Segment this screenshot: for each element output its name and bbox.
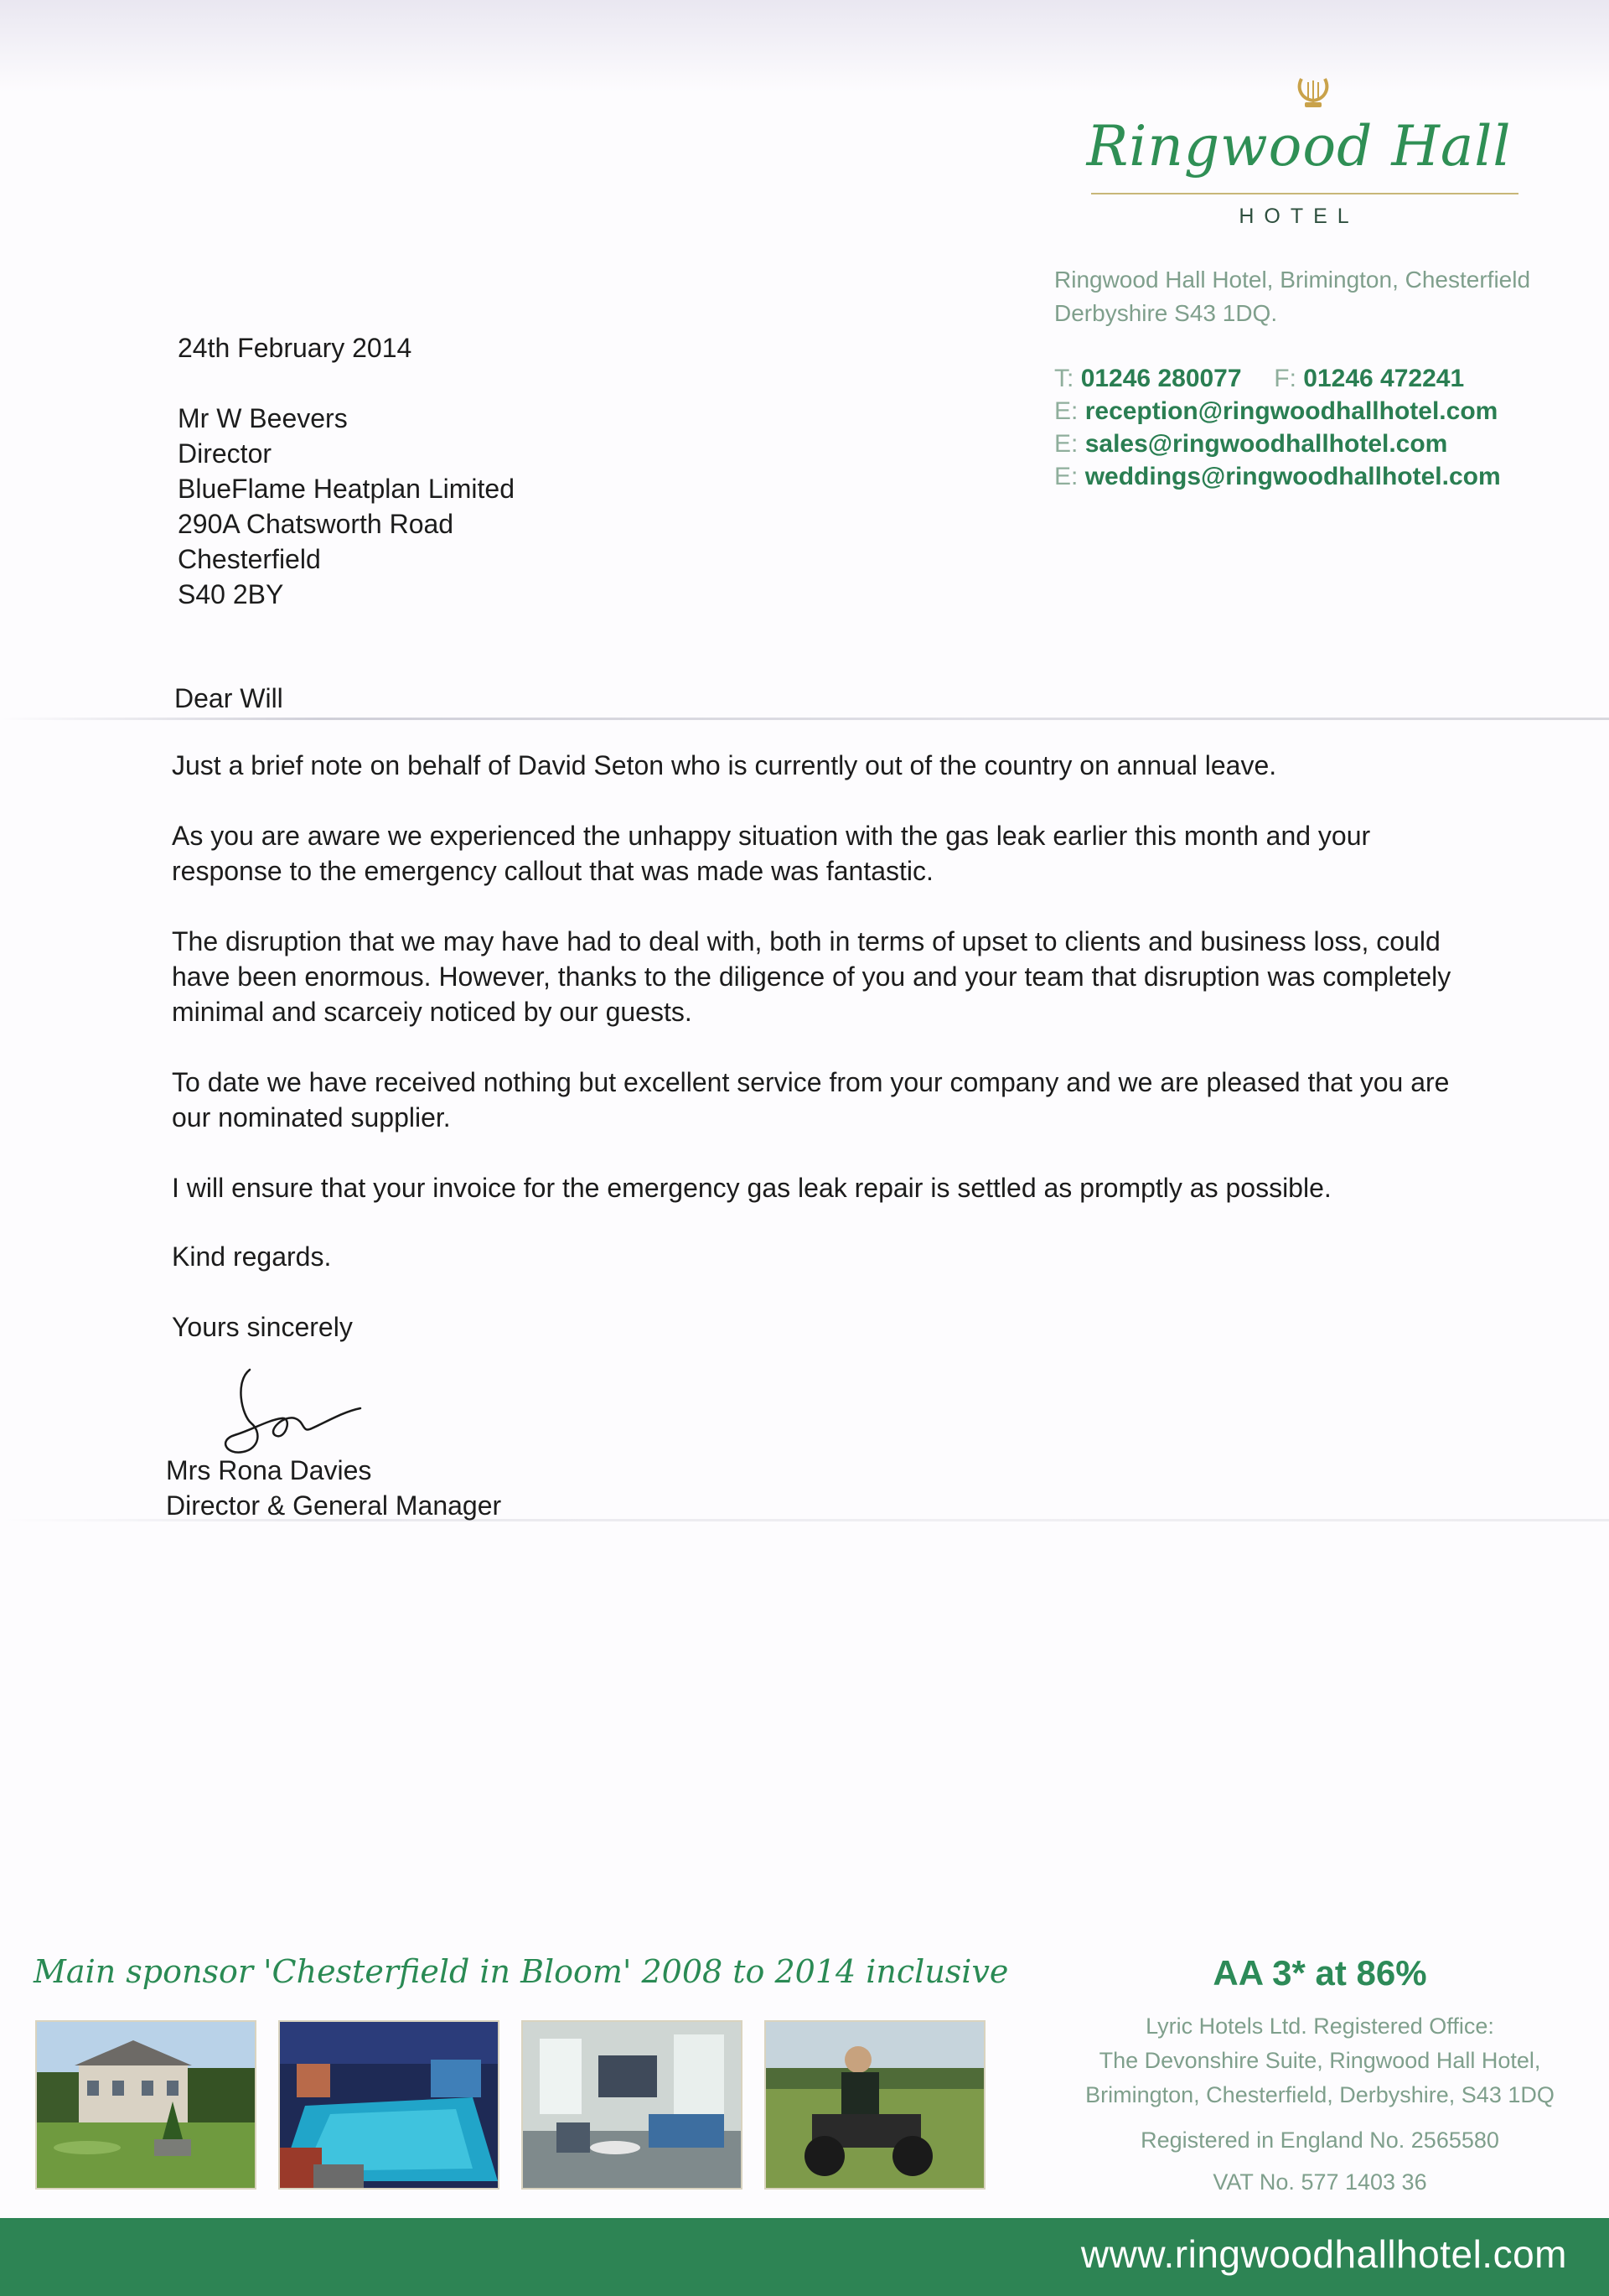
aa-rating: AA 3* at 86%: [1213, 1953, 1427, 1993]
recipient-line: Director: [178, 438, 272, 469]
email-label: E:: [1054, 430, 1079, 458]
registered-office-line: The Devonshire Suite, Ringwood Hall Hotel,: [1099, 2048, 1541, 2073]
lyre-icon: [1295, 74, 1332, 111]
vat-number: VAT No. 577 1403 36: [1213, 2169, 1427, 2195]
recipient-line: S40 2BY: [178, 579, 284, 609]
brand-name: Ringwood Hall: [1086, 114, 1512, 179]
signatory-name: Mrs Rona Davies: [166, 1455, 372, 1485]
registered-office-line: Brimington, Chesterfield, Derbyshire, S43 1DQ: [1085, 2082, 1555, 2107]
body-paragraph: As you are aware we experienced the unhappy situation with the gas leak earlier this month and your response to the emergency callout that was made was fantastic.: [172, 821, 1371, 886]
footer-bar: [0, 2218, 1609, 2296]
letter-body: [172, 748, 1462, 1241]
brand-subtitle: HOTEL: [1239, 205, 1359, 228]
email-row: [1054, 460, 1501, 493]
email-label: E:: [1054, 463, 1079, 490]
recipient-line: BlueFlame Heatplan Limited: [178, 474, 515, 504]
phone-label: T:: [1054, 365, 1074, 392]
email-sales-link[interactable]: sales@ringwoodhallhotel.com: [1084, 430, 1448, 458]
lounge-interior-photo: [521, 2020, 742, 2190]
fax-number: 01246 472241: [1303, 365, 1465, 392]
body-paragraph: I will ensure that your invoice for the emergency gas leak repair is settled as promptly as possible.: [172, 1173, 1332, 1203]
body-paragraph: The disruption that we may have had to deal with, both in terms of upset to clients and business loss, could have been enormous. However, thanks to the diligence of you and your team that disruption was completely minimal and scarceiy noticed by our guests.: [172, 926, 1451, 1027]
email-reception-link[interactable]: reception@ringwoodhallhotel.com: [1084, 397, 1498, 425]
signatory-block: [166, 1453, 501, 1523]
regards-text: Kind regards.: [172, 1241, 332, 1272]
hotel-address: [1054, 263, 1530, 330]
phone-fax-row: [1054, 362, 1501, 395]
registered-office-line: Lyric Hotels Ltd. Registered Office:: [1146, 2014, 1494, 2039]
recipient-address: [178, 401, 515, 612]
sponsor-banner: Main sponsor 'Chesterfield in Bloom' 2008 to 2014 inclusive: [34, 1953, 1009, 1990]
body-paragraph: To date we have received nothing but excellent service from your company and we are pleased that you are our nominated supplier.: [172, 1067, 1450, 1132]
email-row: [1054, 395, 1501, 428]
paper-top-shade: [0, 0, 1609, 92]
swimming-pool-photo: [278, 2020, 499, 2190]
paper-fold-line: [0, 718, 1609, 720]
phone-number[interactable]: 01246 280077: [1080, 365, 1242, 392]
letter-closing: [172, 1239, 353, 1380]
website-link[interactable]: www.ringwoodhallhotel.com: [1080, 2232, 1567, 2276]
body-paragraph: Just a brief note on behalf of David Seton who is currently out of the country on annual leave.: [172, 750, 1277, 780]
signatory-title: Director & General Manager: [166, 1490, 502, 1521]
salutation: Dear Will: [174, 683, 283, 713]
registration-number: Registered in England No. 2565580: [1141, 2128, 1499, 2153]
quad-bike-photo: [764, 2020, 986, 2190]
brand-divider: [1091, 193, 1518, 194]
recipient-line: Chesterfield: [178, 544, 321, 574]
hotel-exterior-photo: [35, 2020, 256, 2190]
address-line: Derbyshire S43 1DQ.: [1054, 300, 1278, 326]
hotel-contacts: [1054, 362, 1501, 493]
registration-details: [1056, 2119, 1584, 2203]
recipient-line: Mr W Beevers: [178, 403, 348, 433]
email-label: E:: [1054, 397, 1079, 425]
letter-date: 24th February 2014: [178, 333, 412, 363]
fax-label: F:: [1274, 365, 1296, 392]
address-line: Ringwood Hall Hotel, Brimington, Chesterfield: [1054, 267, 1531, 293]
closing-text: Yours sincerely: [172, 1312, 353, 1342]
email-weddings-link[interactable]: weddings@ringwoodhallhotel.com: [1084, 463, 1501, 490]
registered-office: [1056, 2009, 1584, 2112]
email-row: [1054, 428, 1501, 460]
recipient-line: 290A Chatsworth Road: [178, 509, 454, 539]
